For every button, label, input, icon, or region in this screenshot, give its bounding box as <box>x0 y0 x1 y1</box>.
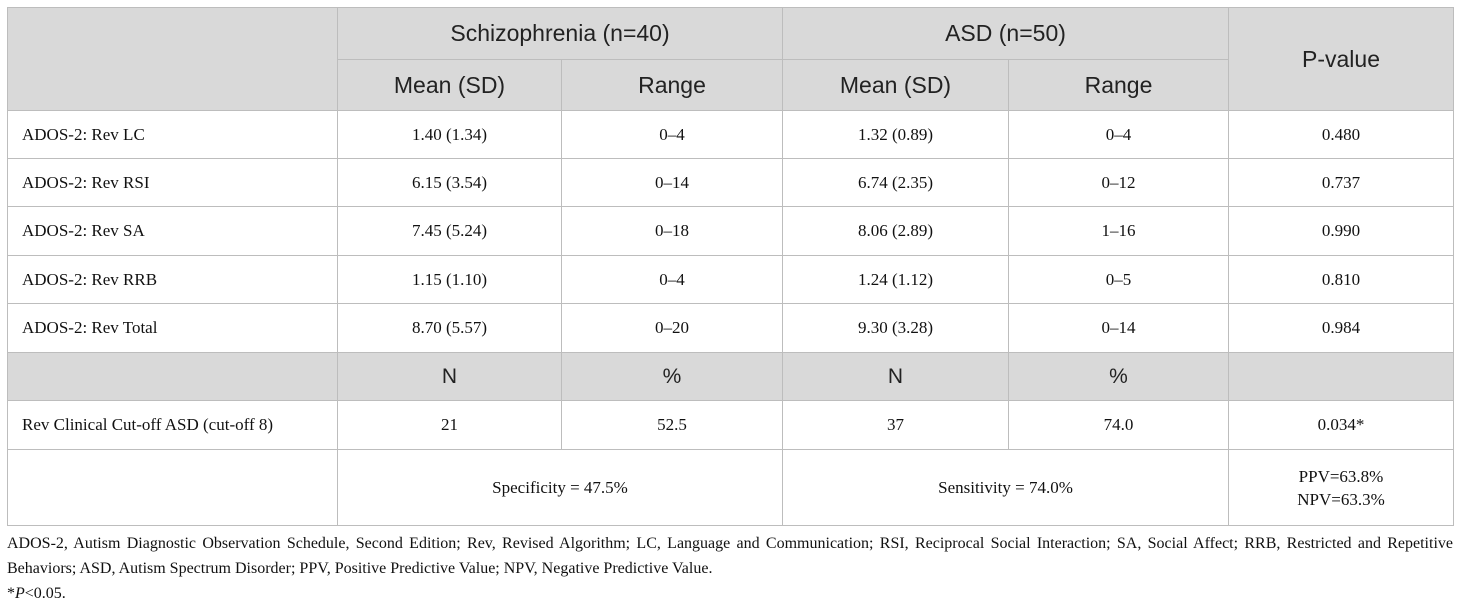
cutoff-row <box>8 401 1454 450</box>
table-row <box>8 207 1454 256</box>
summary-blank <box>8 450 338 526</box>
corner-cell <box>8 8 338 111</box>
g2-n-header: N <box>783 353 1009 401</box>
ppv-npv <box>1229 450 1454 526</box>
g1-range-header: Range <box>562 60 783 111</box>
g2-pct-header: % <box>1009 353 1229 401</box>
p-threshold: <0.05. <box>24 585 66 602</box>
table-row <box>8 256 1454 304</box>
g1-range: 0–20 <box>562 304 783 353</box>
g2-range: 0–4 <box>1009 111 1229 159</box>
p-value: 0.990 <box>1229 207 1454 256</box>
g2-mean-header: Mean (SD) <box>783 60 1009 111</box>
cutoff-g1-n: 21 <box>338 401 562 450</box>
g2-range: 0–12 <box>1009 159 1229 207</box>
group1-header: Schizophrenia (n=40) <box>338 8 783 60</box>
row-label: ADOS-2: Rev LC <box>8 111 338 159</box>
pvalue-header: P-value <box>1229 8 1454 111</box>
subheader-blank <box>8 353 338 401</box>
g1-mean: 8.70 (5.57) <box>338 304 562 353</box>
table-footnote <box>7 531 1453 606</box>
g1-range: 0–4 <box>562 256 783 304</box>
summary-row <box>8 450 1454 526</box>
g1-pct-header: % <box>562 353 783 401</box>
g2-range: 1–16 <box>1009 207 1229 256</box>
cutoff-p-value: 0.034* <box>1229 401 1454 450</box>
table-row <box>8 111 1454 159</box>
subheader-row <box>8 353 1454 401</box>
g2-range: 0–14 <box>1009 304 1229 353</box>
g1-range: 0–18 <box>562 207 783 256</box>
significance-note <box>7 581 1453 606</box>
npv: NPV=63.3% <box>1297 489 1385 509</box>
cutoff-g1-pct: 52.5 <box>562 401 783 450</box>
abbreviations-note: ADOS-2, Autism Diagnostic Observation Schedule, Second Edition; Rev, Revised Algorithm; LC, Language and Communication; RSI, Reciprocal Social Interaction; SA, Social Affect; RRB, Restricted and Repetitive Behaviors; ASD, Autism Spectrum Disorder; PPV, Positive Predictive Value; NPV, Negative Predictive Value. <box>7 535 1453 577</box>
g2-mean: 8.06 (2.89) <box>783 207 1009 256</box>
g1-n-header: N <box>338 353 562 401</box>
row-label: ADOS-2: Rev RRB <box>8 256 338 304</box>
cutoff-label: Rev Clinical Cut-off ASD (cut-off 8) <box>8 401 338 450</box>
header-row-1 <box>8 8 1454 60</box>
g2-range-header: Range <box>1009 60 1229 111</box>
row-label: ADOS-2: Rev Total <box>8 304 338 353</box>
g1-range: 0–14 <box>562 159 783 207</box>
p-value: 0.984 <box>1229 304 1454 353</box>
table-row <box>8 159 1454 207</box>
g2-range: 0–5 <box>1009 256 1229 304</box>
g1-range: 0–4 <box>562 111 783 159</box>
ppv: PPV=63.8% <box>1298 466 1384 486</box>
g2-mean: 1.24 (1.12) <box>783 256 1009 304</box>
g2-mean: 9.30 (3.28) <box>783 304 1009 353</box>
g2-mean: 6.74 (2.35) <box>783 159 1009 207</box>
specificity: Specificity = 47.5% <box>338 450 783 526</box>
table-row <box>8 304 1454 353</box>
g1-mean: 6.15 (3.54) <box>338 159 562 207</box>
subheader-p-blank <box>1229 353 1454 401</box>
row-label: ADOS-2: Rev SA <box>8 207 338 256</box>
g1-mean: 1.15 (1.10) <box>338 256 562 304</box>
g1-mean-header: Mean (SD) <box>338 60 562 111</box>
p-value: 0.480 <box>1229 111 1454 159</box>
cutoff-g2-pct: 74.0 <box>1009 401 1229 450</box>
g1-mean: 7.45 (5.24) <box>338 207 562 256</box>
p-value: 0.810 <box>1229 256 1454 304</box>
p-value: 0.737 <box>1229 159 1454 207</box>
p-symbol: P <box>15 585 25 602</box>
group2-header: ASD (n=50) <box>783 8 1229 60</box>
row-label: ADOS-2: Rev RSI <box>8 159 338 207</box>
g2-mean: 1.32 (0.89) <box>783 111 1009 159</box>
star-mark: * <box>7 585 15 602</box>
g1-mean: 1.40 (1.34) <box>338 111 562 159</box>
cutoff-g2-n: 37 <box>783 401 1009 450</box>
sensitivity: Sensitivity = 74.0% <box>783 450 1229 526</box>
results-table <box>7 7 1454 526</box>
